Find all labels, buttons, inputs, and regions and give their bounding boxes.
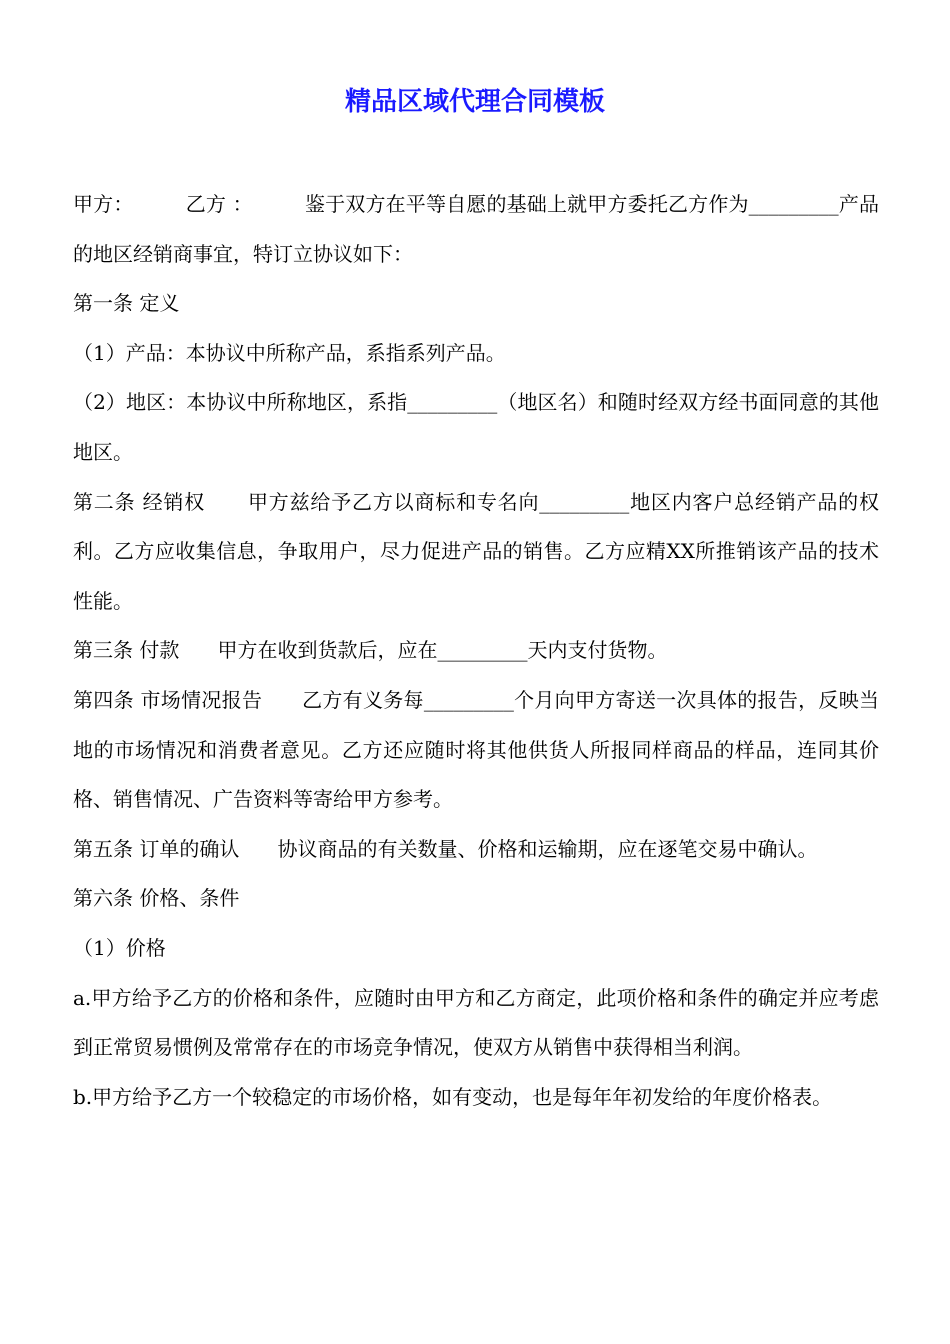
article-1-item-2: （2）地区：本协议中所称地区，系指_________（地区名）和随时经双方经书面同意的其他地区。 (73, 390, 879, 464)
article-4-paragraph: 第四条 市场情况报告 乙方有义务每_________个月向甲方寄送一次具体的报告，反映当地的市场情况和消费者意见。乙方还应随时将其他供货人所报同样商品的样品，连同其价格、销售情况、广告资料等寄给甲方参考。 (73, 687, 879, 812)
article-6-clause-a: a.甲方给予乙方的价格和条件，应随时由甲方和乙方商定，此项价格和条件的确定并应考虑到正常贸易惯例及常常存在的市场竞争情况，使双方从销售中获得相当利润。 (73, 985, 879, 1060)
document-body (73, 180, 879, 1122)
article-1-item-1: （1）产品：本协议中所称产品，系指系列产品。 (73, 340, 506, 365)
article-6-item-1-heading: （1）价格 (73, 935, 166, 960)
preamble-paragraph: 甲方： 乙方 ： 鉴于双方在平等自愿的基础上就甲方委托乙方作为_________产品的地区经销商事宜，特订立协议如下： (73, 192, 879, 266)
document-title: 精品区域代理合同模板 (344, 87, 605, 117)
article-1-heading: 第一条 定义 (73, 291, 180, 316)
article-6-clause-b: b.甲方给予乙方一个较稳定的市场价格，如有变动，也是每年年初发给的年度价格表。 (73, 1084, 833, 1109)
article-2-paragraph: 第二条 经销权 甲方兹给予乙方以商标和专名向_________地区内客户总经销产品的权利。乙方应收集信息，争取用户，尽力促进产品的销售。乙方应精XX所推销该产品的技术性能。 (73, 489, 879, 613)
article-6-heading: 第六条 价格、条件 (73, 886, 240, 911)
article-5-paragraph: 第五条 订单的确认 协议商品的有关数量、价格和运输期，应在逐笔交易中确认。 (73, 836, 818, 861)
article-3-paragraph: 第三条 付款 甲方在收到货款后，应在_________天内支付货物。 (73, 638, 668, 663)
